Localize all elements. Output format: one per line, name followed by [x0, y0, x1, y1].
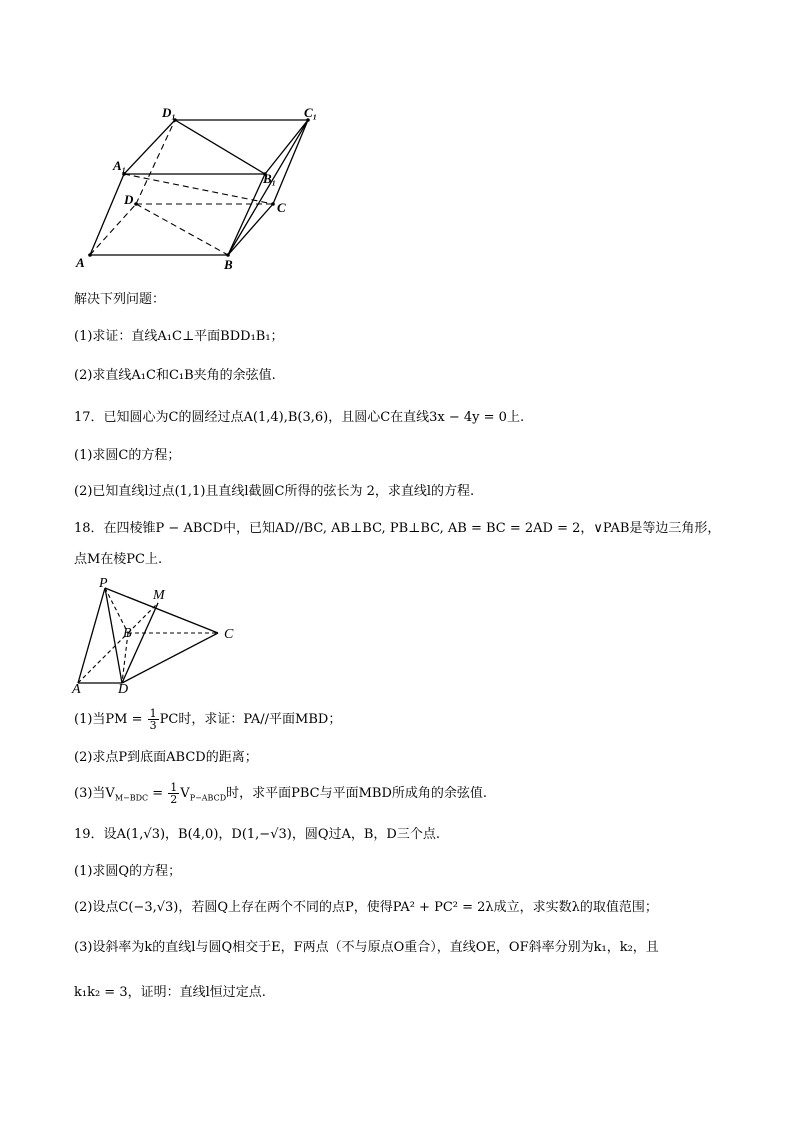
fraction-numerator: 1 [149, 707, 157, 720]
edge-DM [122, 603, 158, 683]
edge-A1D1 [124, 120, 175, 174]
edge-CB [228, 204, 273, 255]
fraction-one-half [168, 782, 179, 805]
label-B1: B₁ [263, 171, 277, 186]
edge-DD1 [136, 120, 175, 204]
point-D [134, 202, 138, 206]
label-M: M [153, 588, 165, 603]
point-A [88, 253, 92, 257]
q18-text: 18．在四棱锥P − ABCD中，已知AD//BC, AB⊥BC, PB⊥BC, AB = BC = 2AD = 2，∨PAB是等边三角形， [74, 521, 721, 536]
edge-AA1 [90, 174, 124, 255]
q18-part1-post: PC时，求证：PA//平面MBD； [159, 712, 342, 727]
pyramid-svg [70, 575, 250, 695]
intro-text: 解决下列问题： [74, 292, 166, 307]
label-A1: A₁ [113, 158, 127, 173]
q19-text: 19．设A(1,√3)，B(4,0)，D(1,−√3)，圆Q过A，B，D三个点. [74, 827, 440, 842]
q18-part3-pre: (3)当V [74, 786, 115, 801]
q18-part1 [74, 706, 341, 734]
label-D: D [118, 682, 129, 695]
q18-part3-v: V [180, 786, 190, 801]
label-P: P [99, 576, 108, 591]
q16-part1: (1)求证：直线A₁C⊥平面BDD₁B₁； [74, 329, 284, 344]
label-C: C [224, 627, 234, 642]
fraction-denominator: 2 [170, 793, 178, 806]
point-C [271, 202, 275, 206]
q18-part1-pre: (1)当PM = [74, 712, 147, 727]
label-B: B [123, 626, 132, 641]
q18-part3-post: 时，求平面PBC与平面MBD所成角的余弦值. [226, 786, 488, 801]
q19-part2: (2)设点C(−3,√3)，若圆Q上存在两个不同的点P，使得PA² + PC² = 2λ成立，求实数λ的取值范围； [74, 900, 658, 915]
edge-AD [90, 204, 136, 255]
q17-part2: (2)已知直线l过点(1,1)且直线l截圆C所得的弦长为 2，求直线l的方程. [74, 484, 475, 499]
label-D: D [124, 192, 134, 207]
parallelepiped-svg [70, 100, 340, 280]
edge-A1C [124, 174, 273, 204]
volume-subscript-2: P−ABCD [189, 793, 227, 803]
q17-part1: (1)求圆C的方程； [74, 448, 181, 463]
label-D1: D₁ [162, 105, 176, 120]
edge-BB1 [228, 174, 265, 255]
edge-PD [105, 588, 122, 683]
fraction-one-third [148, 708, 159, 731]
figure-parallelepiped [70, 100, 340, 280]
q18-text-cont: 点M在棱PC上. [74, 552, 163, 567]
edge-DC [122, 633, 218, 683]
label-A: A [76, 255, 85, 270]
fraction-numerator: 1 [170, 781, 178, 794]
edge-C1C [273, 120, 308, 204]
q19-part1: (1)求圆Q的方程； [74, 864, 182, 879]
q19-part3: (3)设斜率为k的直线l与圆Q相交于E，F两点（不与原点O重合），直线OE，OF斜率分别为k₁，k₂，且 [74, 940, 659, 955]
edge-PA [78, 588, 105, 683]
label-A: A [72, 682, 81, 695]
label-C: C [277, 200, 286, 215]
q16-part2: (2)求直线A₁C和C₁B夹角的余弦值. [74, 368, 276, 383]
edge-DB [136, 204, 228, 255]
label-C1: C₁ [304, 105, 318, 120]
figure-pyramid [70, 575, 250, 695]
q18-part3 [74, 780, 487, 813]
edge-B1C1 [265, 120, 308, 174]
label-B: B [224, 257, 233, 272]
edge-C1B [228, 120, 308, 255]
q18-part3-eq: = [148, 786, 168, 801]
q18-part2: (2)求点P到底面ABCD的距离； [74, 750, 258, 765]
edge-BM [128, 603, 158, 633]
volume-subscript-1: M−BDC [114, 793, 149, 803]
q17-text: 17．已知圆心为C的圆经过点A(1,4),B(3,6)，且圆心C在直线3x − 4y = 0上. [74, 410, 525, 425]
q19-part3-cont: k₁k₂ = 3，证明：直线l恒过定点. [74, 985, 266, 1000]
fraction-denominator: 3 [149, 719, 157, 732]
edge-D1B1 [175, 120, 265, 174]
